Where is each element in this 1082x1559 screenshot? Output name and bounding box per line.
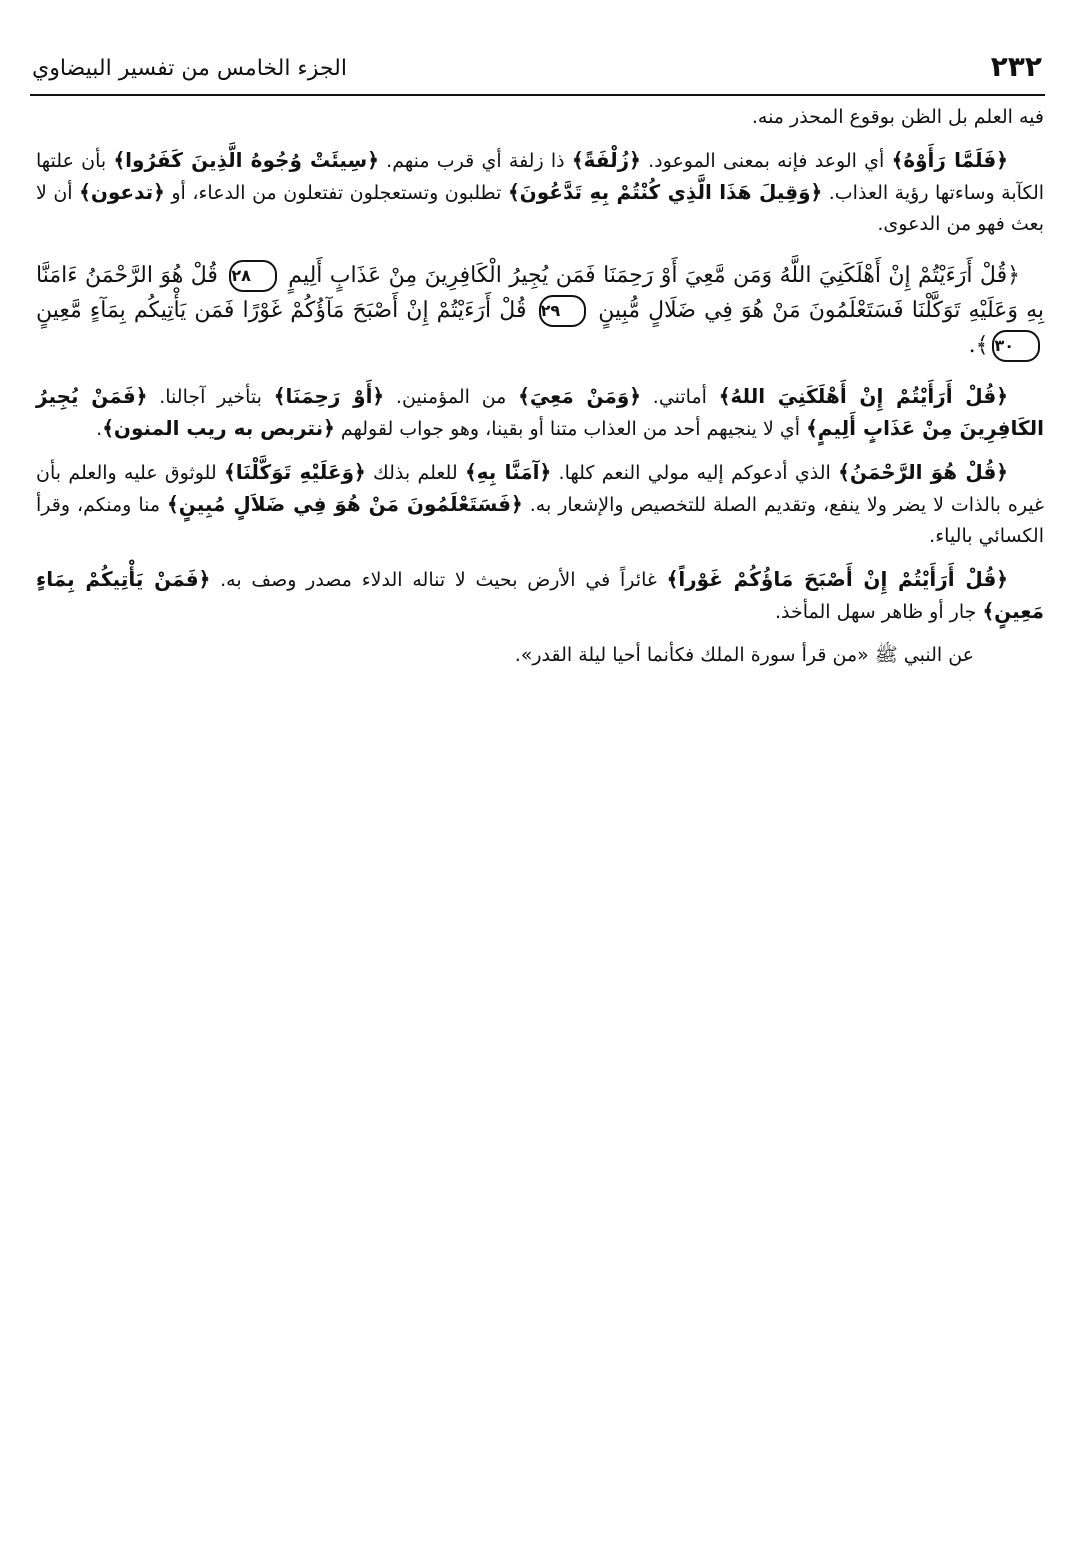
header-rule bbox=[30, 94, 1045, 96]
commentary-text: أي الوعد فإنه بمعنى الموعود. bbox=[640, 150, 892, 172]
commentary-text: أي لا ينجيهم أحد من العذاب متنا أو بقينا، وهو جواب لقولهم bbox=[334, 418, 807, 440]
verse-text: قُلْ هُوَ الرَّحْمَنُ ءَامَنَّا بِهِ وَعَلَيْهِ تَوَكَّلْنَا فَسَتَعْلَمُونَ مَنْ هُوَ فِي ضَلَالٍ مُّبِينٍ bbox=[36, 263, 1045, 323]
commentary-text: منا ومنكم، وقرأ الكسائي بالياء. bbox=[36, 494, 1044, 547]
quran-quote: ﴿قُلْ أَرَأَيْتُمْ إِنْ أَصْبَحَ مَاؤُكُمْ غَوْراً﴾ bbox=[666, 567, 1009, 591]
commentary-text: للوثوق عليه والعلم بأن غيره بالذات لا يضر ولا ينفع، وتقديم الصلة للتخصيص والإشعار به. bbox=[36, 462, 1044, 516]
commentary-text: جار أو ظاهر سهل المأخذ. bbox=[774, 601, 983, 623]
verse-block bbox=[36, 258, 1044, 363]
verse-closing: ﴾. bbox=[968, 333, 989, 358]
quran-quote: ﴿فَسَتَعْلَمُونَ مَنْ هُوَ فِي ضَلاَلٍ مُبِينٍ﴾ bbox=[167, 492, 523, 516]
paragraph bbox=[36, 564, 1044, 628]
quran-quote: ﴿وَعَلَيْهِ تَوَكَّلْنَا﴾ bbox=[223, 460, 366, 484]
page-number: ٢٣٢ bbox=[990, 50, 1042, 83]
ayah-number-marker: ٣٠ bbox=[992, 330, 1040, 362]
commentary-text: للعلم بذلك bbox=[365, 462, 465, 484]
ayah-number-marker: ٢٩ bbox=[539, 295, 587, 327]
verse-text: قُلْ أَرَءَيْتُمْ إِنْ أَصْبَحَ مَآؤُكُمْ غَوْرًا فَمَن يَأْتِيكُم بِمَآءٍ مَّعِينٍ bbox=[36, 298, 527, 323]
commentary-text: غائراً في الأرض بحيث لا تناله الدلاء مصدر وصف به. bbox=[210, 569, 667, 591]
running-title: الجزء الخامس من تفسير البيضاوي bbox=[32, 56, 347, 81]
hadith-line: عن النبي ﷺ «من قرأ سورة الملك فكأنما أحيا ليلة القدر». bbox=[514, 644, 974, 666]
commentary-text: أماتني. bbox=[641, 386, 719, 408]
commentary-text: الذي أدعوكم إليه مولي النعم كلها. bbox=[551, 462, 839, 484]
page-header bbox=[32, 50, 1042, 90]
quran-quote: ﴿زُلْفَةً﴾ bbox=[571, 148, 641, 172]
quran-quote: ﴿نتربص به ريب المنون﴾ bbox=[102, 416, 335, 440]
paragraph bbox=[36, 457, 1044, 552]
verse-text: ﴿قُلْ أَرَءَيْتُمْ إِنْ أَهْلَكَنِيَ اللَّهُ وَمَن مَّعِيَ أَوْ رَحِمَنَا فَمَن يُجِيرُ الْكَافِرِينَ مِنْ عَذَابٍ أَلِيمٍ bbox=[288, 263, 1021, 288]
commentary-text: فيه العلم بل الظن بوقوع المحذر منه. bbox=[751, 106, 1044, 128]
commentary-text: ذا زلفة أي قرب منهم. bbox=[378, 150, 572, 172]
quran-quote: ﴿تدعون﴾ bbox=[79, 180, 165, 204]
quran-quote: ﴿سِيئَتْ وُجُوهُ الَّذِينَ كَفَرُوا﴾ bbox=[113, 148, 379, 172]
quran-quote: ﴿فَمَنْ يُجِيرُ الكَافِرِينَ مِنْ عَذَابٍ أَلِيمٍ﴾ bbox=[36, 384, 1044, 440]
paragraph bbox=[36, 381, 1044, 445]
quran-quote: ﴿أَوْ رَحِمَنَا﴾ bbox=[273, 384, 385, 408]
commentary-text: بأن علتها الكآبة وساءتها رؤية العذاب. bbox=[36, 150, 1045, 204]
paragraph bbox=[36, 145, 1044, 240]
quran-quote: ﴿آمَنَّا بِهِ﴾ bbox=[464, 460, 552, 484]
commentary-text: أن لا بعث فهو من الدعوى. bbox=[36, 182, 1044, 235]
paragraph bbox=[36, 102, 1044, 133]
quran-quote: ﴿قُلْ أَرَأَيْتُمْ إِنْ أَهْلَكَنِيَ اللهُ﴾ bbox=[718, 384, 1008, 408]
body-text bbox=[36, 102, 1044, 683]
quran-quote: ﴿وَقِيلَ هَذَا الَّذِي كُنْتُمْ بِهِ تَدَّعُونَ﴾ bbox=[507, 180, 823, 204]
commentary-text: من المؤمنين. bbox=[384, 386, 519, 408]
quran-quote: ﴿قُلْ هُوَ الرَّحْمَنُ﴾ bbox=[838, 460, 1009, 484]
ayah-number-marker: ٢٨ bbox=[229, 260, 277, 292]
commentary-text: تطلبون وتستعجلون تفتعلون من الدعاء، أو bbox=[164, 182, 508, 204]
quran-quote: ﴿فَمَنْ يَأْتِيكُمْ بِمَاءٍ مَعِينٍ﴾ bbox=[36, 567, 1044, 623]
quran-quote: ﴿فَلَمَّا رَأَوْهُ﴾ bbox=[891, 148, 1008, 172]
quran-quote: ﴿وَمَنْ مَعِيَ﴾ bbox=[518, 384, 641, 408]
commentary-text: . bbox=[96, 418, 103, 440]
commentary-text: بتأخير آجالنا. bbox=[147, 386, 274, 408]
